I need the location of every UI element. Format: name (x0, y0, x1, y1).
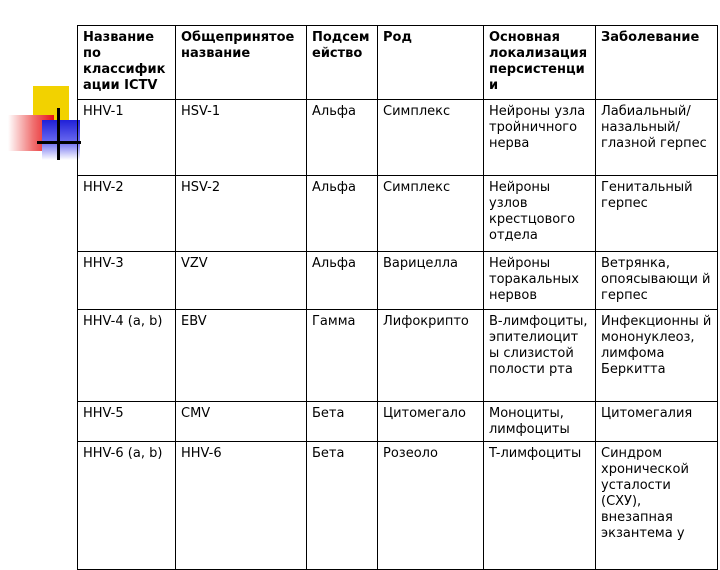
header-row (78, 26, 718, 100)
header-cell-disease: Заболевание (596, 26, 718, 100)
table-cell: HHV-3 (78, 252, 176, 310)
table-cell: Бета (307, 442, 378, 570)
table-row (78, 310, 718, 402)
table-cell: Моноциты, лимфоциты (484, 402, 596, 442)
table-row (78, 176, 718, 252)
table-cell: Цитомегало (378, 402, 484, 442)
decorative-vertical-line (57, 108, 60, 160)
table-cell: B-лимфоциты, эпителиоцит ы слизистой полости рта (484, 310, 596, 402)
table-cell: Альфа (307, 176, 378, 252)
table-cell: Бета (307, 402, 378, 442)
table-cell: HSV-2 (176, 176, 307, 252)
table-cell: Лабиальный/ назальный/ глазной герпес (596, 100, 718, 176)
table-cell: HSV-1 (176, 100, 307, 176)
table-cell: Ветрянка, опоясывающи й герпес (596, 252, 718, 310)
table-cell: Симплекс (378, 100, 484, 176)
table-cell: HHV-2 (78, 176, 176, 252)
table-cell: Цитомегалия (596, 402, 718, 442)
header-cell-common-name: Общепринятое название (176, 26, 307, 100)
header-cell-persistence-site: Основная локализация персистенци и (484, 26, 596, 100)
table-cell: Симплекс (378, 176, 484, 252)
header-cell-subfamily: Подсем ейство (307, 26, 378, 100)
table-cell: HHV-4 (a, b) (78, 310, 176, 402)
table-cell: HHV-6 (176, 442, 307, 570)
table-row (78, 252, 718, 310)
table-cell: Альфа (307, 252, 378, 310)
header-cell-ictv-name: Название по классифик ации ICTV (78, 26, 176, 100)
table-row (78, 402, 718, 442)
table-cell: Варицелла (378, 252, 484, 310)
table-cell: Альфа (307, 100, 378, 176)
table-cell: Генитальный герпес (596, 176, 718, 252)
decorative-blue-gradient (42, 120, 80, 160)
table-cell: HHV-1 (78, 100, 176, 176)
table-cell: Синдром хронической усталости (СХУ), внезапная экзантема у (596, 442, 718, 570)
table-cell: T-лимфоциты (484, 442, 596, 570)
table-cell: HHV-5 (78, 402, 176, 442)
table-cell: CMV (176, 402, 307, 442)
table-cell: Нейроны узлов крестцового отдела (484, 176, 596, 252)
table-cell: VZV (176, 252, 307, 310)
table-cell: Гамма (307, 310, 378, 402)
table-cell: Нейроны узла тройничного нерва (484, 100, 596, 176)
table-cell: Нейроны торакальных нервов (484, 252, 596, 310)
table-row (78, 442, 718, 570)
table-row (78, 100, 718, 176)
header-cell-genus: Род (378, 26, 484, 100)
table-cell: HHV-6 (a, b) (78, 442, 176, 570)
herpesvirus-table (77, 25, 718, 570)
decorative-horizontal-line (37, 141, 81, 144)
table-cell: EBV (176, 310, 307, 402)
table-cell: Лифокрипто (378, 310, 484, 402)
table-cell: Инфекционны й мононуклеоз, лимфома Беркитта (596, 310, 718, 402)
table-cell: Розеоло (378, 442, 484, 570)
